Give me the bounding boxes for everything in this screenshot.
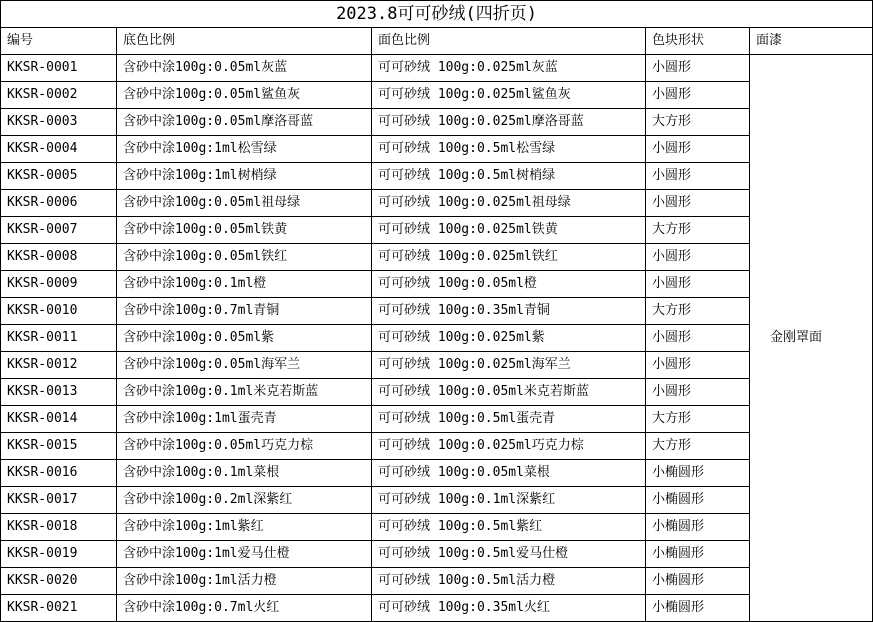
code-cell[interactable]: KKSR-0008 [1,244,117,271]
code-cell[interactable]: KKSR-0005 [1,163,117,190]
table-row [1,433,873,460]
shape-cell[interactable]: 大方形 [646,298,750,325]
base-ratio-cell[interactable]: 含砂中涂100g:0.7ml青铜 [117,298,372,325]
base-ratio-cell[interactable]: 含砂中涂100g:0.05ml铁黄 [117,217,372,244]
face-ratio-cell[interactable]: 可可砂绒 100g:0.5ml爱马仕橙 [372,541,646,568]
face-ratio-cell[interactable]: 可可砂绒 100g:0.1ml深紫红 [372,487,646,514]
face-ratio-cell[interactable]: 可可砂绒 100g:0.025ml紫 [372,325,646,352]
face-ratio-cell[interactable]: 可可砂绒 100g:0.5ml紫红 [372,514,646,541]
base-ratio-cell[interactable]: 含砂中涂100g:0.05ml摩洛哥蓝 [117,109,372,136]
shape-cell[interactable]: 小椭圆形 [646,460,750,487]
table-row [1,514,873,541]
shape-cell[interactable]: 小椭圆形 [646,514,750,541]
code-cell[interactable]: KKSR-0001 [1,55,117,82]
shape-cell[interactable]: 小椭圆形 [646,487,750,514]
table-row [1,568,873,595]
shape-cell[interactable]: 小圆形 [646,190,750,217]
code-cell[interactable]: KKSR-0003 [1,109,117,136]
face-ratio-cell[interactable]: 可可砂绒 100g:0.05ml橙 [372,271,646,298]
table-row [1,487,873,514]
code-cell[interactable]: KKSR-0021 [1,595,117,622]
code-cell[interactable]: KKSR-0010 [1,298,117,325]
code-cell[interactable]: KKSR-0017 [1,487,117,514]
face-ratio-cell[interactable]: 可可砂绒 100g:0.05ml米克若斯蓝 [372,379,646,406]
code-cell[interactable]: KKSR-0018 [1,514,117,541]
face-ratio-cell[interactable]: 可可砂绒 100g:0.35ml青铜 [372,298,646,325]
table-row [1,298,873,325]
table-row [1,460,873,487]
table-row [1,190,873,217]
header-row [1,28,873,55]
face-ratio-cell[interactable]: 可可砂绒 100g:0.025ml摩洛哥蓝 [372,109,646,136]
base-ratio-cell[interactable]: 含砂中涂100g:1ml蛋壳青 [117,406,372,433]
shape-cell[interactable]: 小椭圆形 [646,595,750,622]
face-ratio-cell[interactable]: 可可砂绒 100g:0.025ml祖母绿 [372,190,646,217]
face-ratio-cell[interactable]: 可可砂绒 100g:0.5ml活力橙 [372,568,646,595]
face-ratio-cell[interactable]: 可可砂绒 100g:0.5ml树梢绿 [372,163,646,190]
code-cell[interactable]: KKSR-0019 [1,541,117,568]
base-ratio-cell[interactable]: 含砂中涂100g:0.1ml菜根 [117,460,372,487]
base-ratio-cell[interactable]: 含砂中涂100g:0.7ml火红 [117,595,372,622]
code-cell[interactable]: KKSR-0020 [1,568,117,595]
code-cell[interactable]: KKSR-0016 [1,460,117,487]
table-row [1,541,873,568]
shape-cell[interactable]: 小椭圆形 [646,568,750,595]
code-cell[interactable]: KKSR-0002 [1,82,117,109]
base-ratio-cell[interactable]: 含砂中涂100g:0.2ml深紫红 [117,487,372,514]
shape-cell[interactable]: 大方形 [646,109,750,136]
base-ratio-cell[interactable]: 含砂中涂100g:0.05ml灰蓝 [117,55,372,82]
shape-cell[interactable]: 小圆形 [646,82,750,109]
code-cell[interactable]: KKSR-0007 [1,217,117,244]
table-row [1,163,873,190]
face-ratio-cell[interactable]: 可可砂绒 100g:0.35ml火红 [372,595,646,622]
shape-cell[interactable]: 小圆形 [646,271,750,298]
shape-cell[interactable]: 小圆形 [646,379,750,406]
table-row [1,82,873,109]
base-ratio-cell[interactable]: 含砂中涂100g:0.05ml巧克力棕 [117,433,372,460]
shape-cell[interactable]: 小圆形 [646,136,750,163]
topcoat-cell[interactable]: 金刚罩面 [750,55,873,622]
table-row [1,55,873,82]
title-row [1,1,873,28]
face-ratio-cell[interactable]: 可可砂绒 100g:0.025ml海军兰 [372,352,646,379]
face-ratio-cell[interactable]: 可可砂绒 100g:0.025ml铁红 [372,244,646,271]
base-ratio-cell[interactable]: 含砂中涂100g:0.1ml米克若斯蓝 [117,379,372,406]
table-row [1,325,873,352]
base-ratio-cell[interactable]: 含砂中涂100g:1ml紫红 [117,514,372,541]
face-ratio-cell[interactable]: 可可砂绒 100g:0.5ml松雪绿 [372,136,646,163]
code-cell[interactable]: KKSR-0006 [1,190,117,217]
code-cell[interactable]: KKSR-0009 [1,271,117,298]
table-row [1,352,873,379]
face-ratio-cell[interactable]: 可可砂绒 100g:0.5ml蛋壳青 [372,406,646,433]
code-cell[interactable]: KKSR-0014 [1,406,117,433]
base-ratio-cell[interactable]: 含砂中涂100g:0.05ml铁红 [117,244,372,271]
header-shape[interactable]: 色块形状 [646,28,750,55]
code-cell[interactable]: KKSR-0004 [1,136,117,163]
table-row [1,217,873,244]
table-row [1,271,873,298]
table-row [1,379,873,406]
base-ratio-cell[interactable]: 含砂中涂100g:0.05ml紫 [117,325,372,352]
header-code[interactable]: 编号 [1,28,117,55]
table-row [1,109,873,136]
table-row [1,136,873,163]
face-ratio-cell[interactable]: 可可砂绒 100g:0.025ml巧克力棕 [372,433,646,460]
header-topcoat[interactable]: 面漆 [750,28,873,55]
shape-cell[interactable]: 小圆形 [646,163,750,190]
header-base-ratio[interactable]: 底色比例 [117,28,372,55]
shape-cell[interactable]: 小圆形 [646,55,750,82]
table-row [1,406,873,433]
code-cell[interactable]: KKSR-0011 [1,325,117,352]
shape-cell[interactable]: 小椭圆形 [646,541,750,568]
sheet-title[interactable]: 2023.8可可砂绒(四折页) [1,1,873,28]
base-ratio-cell[interactable]: 含砂中涂100g:0.05ml海军兰 [117,352,372,379]
face-ratio-cell[interactable]: 可可砂绒 100g:0.025ml灰蓝 [372,55,646,82]
face-ratio-cell[interactable]: 可可砂绒 100g:0.025ml鲨鱼灰 [372,82,646,109]
shape-cell[interactable]: 大方形 [646,217,750,244]
base-ratio-cell[interactable]: 含砂中涂100g:1ml爱马仕橙 [117,541,372,568]
shape-cell[interactable]: 小圆形 [646,352,750,379]
table-row [1,244,873,271]
code-cell[interactable]: KKSR-0013 [1,379,117,406]
base-ratio-cell[interactable]: 含砂中涂100g:1ml活力橙 [117,568,372,595]
shape-cell[interactable]: 大方形 [646,433,750,460]
face-ratio-cell[interactable]: 可可砂绒 100g:0.05ml菜根 [372,460,646,487]
base-ratio-cell[interactable]: 含砂中涂100g:1ml树梢绿 [117,163,372,190]
header-face-ratio[interactable]: 面色比例 [372,28,646,55]
base-ratio-cell[interactable]: 含砂中涂100g:0.1ml橙 [117,271,372,298]
base-ratio-cell[interactable]: 含砂中涂100g:0.05ml鲨鱼灰 [117,82,372,109]
base-ratio-cell[interactable]: 含砂中涂100g:0.05ml祖母绿 [117,190,372,217]
code-cell[interactable]: KKSR-0012 [1,352,117,379]
code-cell[interactable]: KKSR-0015 [1,433,117,460]
shape-cell[interactable]: 小圆形 [646,244,750,271]
shape-cell[interactable]: 大方形 [646,406,750,433]
shape-cell[interactable]: 小圆形 [646,325,750,352]
base-ratio-cell[interactable]: 含砂中涂100g:1ml松雪绿 [117,136,372,163]
table-row [1,595,873,622]
face-ratio-cell[interactable]: 可可砂绒 100g:0.025ml铁黄 [372,217,646,244]
